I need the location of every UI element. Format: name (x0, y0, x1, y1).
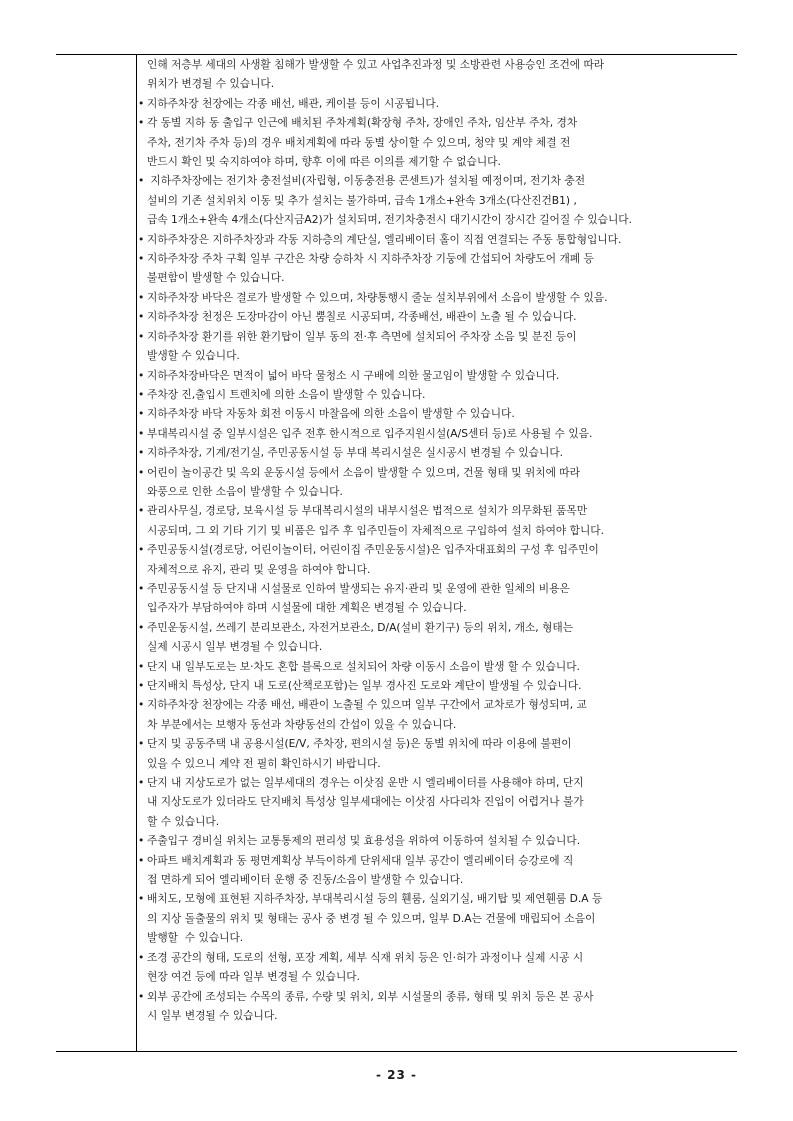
list-item (138, 249, 737, 288)
bullet-icon: • (138, 232, 145, 246)
bullet-icon: • (138, 310, 145, 324)
bullet-icon: • (138, 834, 145, 848)
list-item (138, 404, 737, 423)
list-item-text: 부대복리시설 중 일부시설은 입주 전후 한시적으로 입주지원시설(A/S센터 등)로 사용될 수 있음. (147, 426, 593, 440)
list-item (138, 773, 737, 831)
list-item (138, 171, 737, 229)
list-item (138, 618, 737, 657)
list-item (138, 695, 737, 734)
bullet-icon: • (138, 116, 145, 130)
list-item-text: 단지배치 특성상, 단지 내 도로(산책로포함)는 일부 경사진 도로와 계단이 발생될 수 있습니다. (147, 679, 582, 692)
list-item (138, 55, 737, 94)
list-item-text: 단지 내 지상도로가 없는 일부세대의 경우는 이삿짐 운반 시 엘리베이터를 사용해야 하며, 단지 내 지상도로가 있더라도 단지배치 특성상 일부세대에는 이삿짐 사다리차 진입이 어렵거나 불가 할 수 있습니다. (147, 776, 584, 828)
bullet-icon: • (138, 368, 145, 382)
list-item-text: 지하주차장 환기를 위한 환기탑이 일부 동의 전·후 측면에 설치되어 주차장 소음 및 분진 등이 발생할 수 있습니다. (147, 329, 577, 363)
list-item (138, 889, 737, 947)
bullet-icon: • (138, 892, 145, 906)
list-item (138, 540, 737, 579)
list-item-text: 지하주차장에는 전기차 충전설비(자립형, 이동충전용 콘센트)가 설치될 예정이며, 전기차 충전 설비의 기존 설치위치 이동 및 추가 설치는 불가하며, 급속 1개소+완속 3개소(다산진건B1) , 급속 1개소+완속 4개소(다산지금A2)가 설치되며, 전기차충전시 대기시간이 장시간 길어질 수 있습니다. (147, 174, 633, 227)
list-item-text: 지하주차장 바닥 자동차 회전 이동시 마찰음에 의한 소음이 발생할 수 있습니다. (147, 407, 515, 421)
list-item-text: 단지 및 공동주택 내 공용시설(E/V, 주차장, 편의시설 등)은 동별 위치에 따라 이용에 불편이 있을 수 있으니 계약 전 필히 확인하시기 바랍니다. (147, 737, 572, 770)
list-item (138, 579, 737, 618)
list-item-text: 단지 내 일부도로는 보·차도 혼합 블록으로 설치되어 차량 이동시 소음이 발생 할 수 있습니다. (147, 659, 580, 673)
list-item-text: 배치도, 모형에 표현된 지하주차장, 부대복리시설 등의 휀룸, 실외기실, 배기탑 및 제연휀룸 D.A 등 의 지상 돌출물의 위치 및 형태는 공사 중 변경 될 수 있으며, 일부 D.A는 건물에 매립되어 소음이 발행할 수 있습니다. (147, 892, 603, 945)
list-item (138, 366, 737, 385)
list-item (138, 327, 737, 366)
bullet-icon: • (138, 698, 145, 712)
list-item (138, 288, 737, 307)
bullet-icon: • (138, 543, 145, 557)
bullet-icon: • (138, 504, 145, 518)
list-item-text: 주민공동시설(경로당, 어린이놀이터, 어린이집 주민운동시설)은 입주자대표회의 구성 후 입주민이 자체적으로 유지, 관리 및 운영을 하여야 합니다. (147, 543, 599, 576)
list-item-text: 지하주차장, 기계/전기실, 주민공동시설 등 부대 복리시설은 실시공시 변경될 수 있습니다. (147, 446, 564, 460)
list-item (138, 307, 737, 326)
notice-list (138, 55, 737, 1025)
table-column-divider (136, 54, 137, 1052)
list-item (138, 230, 737, 249)
notice-table (56, 54, 737, 1052)
bullet-icon: • (138, 679, 145, 692)
list-item-text: 각 동별 지하 동 출입구 인근에 배치된 주차계획(확장형 주차, 장애인 주차, 임산부 주차, 경차 주차, 전기차 주차 등)의 경우 배치계획에 따라 동별 상이할 수 있으며, 청약 및 계약 체결 전 반드시 확인 및 숙지하여야 하며, 향후 이에 따른 이의를 제기할 수 없습니다. (147, 116, 578, 169)
bullet-icon: • (138, 853, 145, 867)
list-item-text: 외부 공간에 조성되는 수목의 종류, 수량 및 위치, 외부 시설물의 종류, 형태 및 위치 등은 본 공사 시 일부 변경될 수 있습니다. (147, 989, 594, 1022)
bullet-icon: • (138, 252, 145, 266)
list-item (138, 948, 737, 987)
list-item (138, 463, 737, 502)
list-item (138, 657, 737, 676)
bullet-icon: • (138, 446, 145, 460)
bullet-icon: • (138, 989, 145, 1003)
bullet-icon: • (138, 776, 145, 790)
list-item-text: 관리사무실, 경로당, 보육시설 등 부대복리시설의 내부시설은 법적으로 설치가 의무화된 품목만 시공되며, 그 외 기타 기기 및 비품은 입주 후 입주민들이 자체적으로 구입하여 설치 하여야 합니다. (147, 504, 605, 537)
bullet-icon: • (138, 290, 145, 304)
list-item-text: 지하주차장 바닥은 결로가 발생할 수 있으며, 차량통행시 줄눈 설치부위에서 소음이 발생할 수 있음. (147, 290, 608, 304)
list-item-text: 아파트 배치계획과 동 평면계획상 부득이하게 단위세대 일부 공간이 엘리베이터 승강로에 직 접 면하게 되어 엘리베이터 운행 중 진동/소음이 발생할 수 있습니다. (147, 853, 574, 887)
table-bottom-border (56, 1051, 737, 1052)
list-item-text: 어린이 놀이공간 및 옥외 운동시설 등에서 소음이 발생할 수 있으며, 건물 형태 및 위치에 따라 와풍으로 인한 소음이 발생할 수 있습니다. (147, 465, 580, 498)
bullet-icon: • (138, 581, 145, 595)
list-item-text: 주차장 진,출입시 트렌치에 의한 소음이 발생할 수 있습니다. (147, 387, 426, 401)
list-item-text: 지하주차장 천정은 도장마감이 아닌 뿜칠로 시공되며, 각종배선, 배관이 노출 될 수 있습니다. (147, 310, 577, 324)
bullet-icon: • (138, 387, 145, 401)
bullet-icon: • (138, 620, 145, 634)
list-item (138, 424, 737, 443)
page-number: - 23 - (375, 1068, 417, 1082)
bullet-icon: • (138, 465, 145, 479)
list-item (138, 113, 737, 171)
list-item-text: 주민공동시설 등 단지내 시설물로 인하여 발생되는 유지·관리 및 운영에 관한 일체의 비용은 입주자가 부담하여야 하며 시설물에 대한 계획은 변경될 수 있습니다. (147, 581, 570, 615)
list-item-text: 지하주차장 천장에는 각종 배선, 배관이 노출될 수 있으며 일부 구간에서 교차로가 형성되며, 교 차 부분에서는 보행자 동선과 차량동선의 간섭이 있을 수 있습니다. (147, 698, 587, 731)
bullet-icon: • (138, 329, 145, 343)
list-item (138, 987, 737, 1026)
bullet-icon: • (138, 96, 145, 110)
list-item-text: 지하주차장 주차 구획 일부 구간은 차량 승하차 시 지하주차장 기둥에 간섭되어 차량도어 개폐 등 불편함이 발생할 수 있습니다. (147, 252, 594, 285)
bullet-icon: • (138, 174, 145, 188)
list-item (138, 676, 737, 695)
list-item (138, 851, 737, 890)
list-item-text: 지하주차장은 지하주차장과 각동 지하층의 계단실, 엘리베이터 홀이 직접 연결되는 주동 통합형입니다. (147, 232, 622, 246)
bullet-icon: • (138, 950, 145, 964)
list-item-text: 주출입구 경비실 위치는 교통통제의 편리성 및 효용성을 위하여 이동하여 설치될 수 있습니다. (147, 834, 581, 848)
list-item-text: 조경 공간의 형태, 도로의 선형, 포장 계획, 세부 식재 위치 등은 인·허가 과정이나 실제 시공 시 현장 여건 등에 따라 일부 변경될 수 있습니다. (147, 950, 584, 984)
bullet-icon: • (138, 659, 145, 673)
list-item (138, 443, 737, 462)
list-item (138, 94, 737, 113)
list-item-text: 주민운동시설, 쓰레기 분리보관소, 자전거보관소, D/A(설비 환기구) 등의 위치, 개소, 형태는 실제 시공시 일부 변경될 수 있습니다. (147, 620, 574, 654)
list-item-text: 지하주차장바닥은 면적이 넓어 바닥 물청소 시 구배에 의한 물고임이 발생할 수 있습니다. (147, 368, 560, 382)
list-item (138, 385, 737, 404)
list-item (138, 501, 737, 540)
bullet-icon: • (138, 426, 145, 440)
bullet-icon: • (138, 407, 145, 421)
list-item (138, 831, 737, 850)
list-item (138, 734, 737, 773)
bullet-icon: • (138, 737, 145, 751)
list-item-text: 인해 저층부 세대의 사생활 침해가 발생할 수 있고 사업추진과정 및 소방관련 사용승인 조건에 따라 위치가 변경될 수 있습니다. (147, 58, 605, 91)
list-item-text: 지하주차장 천장에는 각종 배선, 배관, 케이블 등이 시공됩니다. (147, 96, 440, 110)
